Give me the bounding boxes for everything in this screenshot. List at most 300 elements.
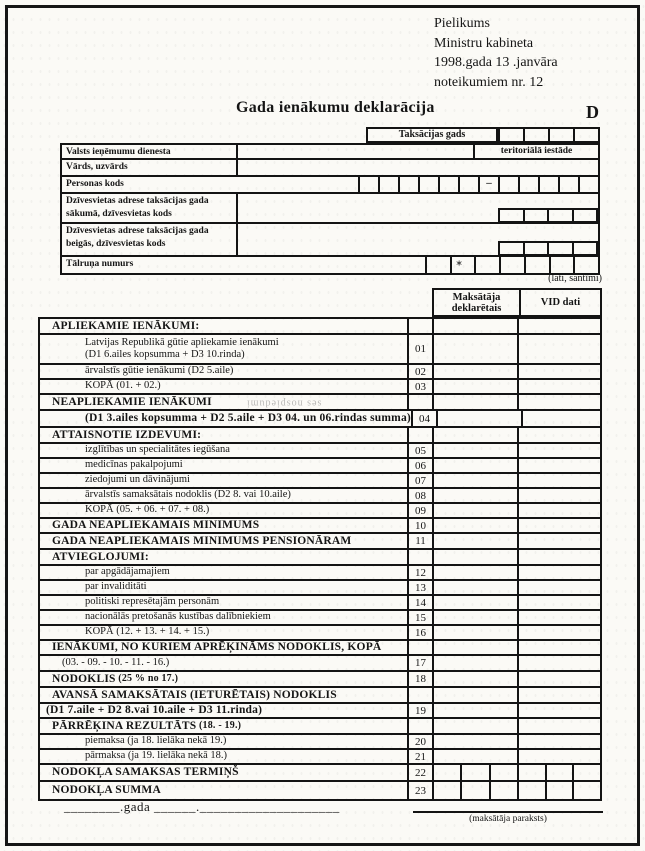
row-label-text: medicīnas pakalpojumi: [85, 459, 183, 471]
row-label: [40, 365, 409, 378]
declared-value-cell: [434, 750, 519, 763]
personal-code-box: [358, 177, 378, 192]
address-code-box: [574, 241, 599, 256]
row-label-line: [52, 551, 407, 564]
declared-value-cell: [438, 411, 523, 426]
declaration-row-02: [40, 365, 600, 380]
vid-label: Valsts ieņēmumu dienesta: [62, 145, 238, 158]
row-label: [40, 428, 409, 442]
vid-value-cell: [519, 626, 600, 639]
declaration-table-body: [38, 317, 602, 801]
row-label: [40, 504, 409, 517]
declared-value-cell: [434, 444, 519, 457]
row-label-note: (25 % no 17.): [115, 672, 179, 684]
row-number: 04: [413, 411, 438, 426]
personal-code-box: [538, 177, 558, 192]
vid-value-cell: [519, 765, 600, 780]
declared-sub-cell: [491, 765, 517, 780]
row-label-line: [85, 596, 407, 609]
declaration-row-11: [40, 534, 600, 550]
declared-value-cell: [434, 319, 519, 333]
row-label-line: [52, 766, 407, 779]
row-label-line: [85, 626, 407, 639]
row-number: 12: [409, 566, 434, 579]
address-code-box: [549, 208, 574, 223]
vid-value-cell: [519, 534, 600, 548]
vid-value-cell: [519, 735, 600, 748]
row-label-line2: (D1 6.ailes kopsumma + D3 10.rinda): [85, 349, 245, 360]
row-label-line: [52, 720, 407, 733]
personal-code-box: [498, 177, 518, 192]
phone-label: Tālruņa numurs: [66, 259, 134, 269]
annex-block: [434, 14, 558, 92]
row-label: [40, 626, 409, 639]
row-label-line: [62, 657, 407, 670]
vid-value-cell: [519, 519, 600, 532]
name-field: [238, 160, 598, 175]
row-number: 01: [409, 335, 434, 363]
row-label: [40, 411, 413, 426]
row-label-line: [85, 750, 407, 763]
annex-line: 1998.gada 13 .janvāra: [434, 55, 558, 70]
personal-code-box: [398, 177, 418, 192]
declaration-row-15: [40, 611, 600, 626]
declared-value-cell: [434, 380, 519, 393]
annex-line: noteikumiem nr. 12: [434, 74, 544, 90]
declared-value-cell: [434, 672, 519, 686]
row-label-text: NODOKĻA SUMMA: [52, 784, 161, 797]
row-number: [409, 719, 434, 733]
vid-value-cell: [519, 550, 600, 564]
vid-sub-cell: [574, 765, 600, 780]
row-label: [40, 782, 409, 799]
row-label: [40, 444, 409, 457]
label-line: sākumā, dzīvesvietas kods: [66, 209, 172, 219]
vid-value-cell: [519, 459, 600, 472]
phone-box: [499, 257, 524, 273]
vid-value-cell: [519, 444, 600, 457]
address-code-box: [549, 241, 574, 256]
row-number: 07: [409, 474, 434, 487]
row-label-line: [85, 504, 407, 517]
row-number: 09: [409, 504, 434, 517]
address-code-box: [574, 208, 599, 223]
personal-code-label: Personas kods: [66, 179, 124, 189]
declared-value-cell: [434, 611, 519, 624]
vid-value-cell: [519, 611, 600, 624]
row-number: [409, 395, 434, 409]
phone-box: [549, 257, 574, 273]
row-label: [40, 656, 409, 670]
vid-value-cell: [519, 581, 600, 594]
declaration-section-row: [40, 395, 600, 411]
tax-year-row: [60, 127, 600, 143]
declared-value-cell: [434, 581, 519, 594]
declaration-section-row: [40, 319, 600, 335]
row-label-note: (18. - 19.): [196, 719, 242, 731]
row-label-text: izglītības un specialitātes iegūšana: [85, 444, 230, 456]
row-label-text: NEAPLIEKAMIE IENĀKUMI: [52, 395, 212, 408]
personal-code-box: [378, 177, 398, 192]
vid-value-cell: [519, 428, 600, 442]
tax-year-box: [575, 127, 600, 143]
row-number: 13: [409, 581, 434, 594]
vid-sub-cell: [547, 782, 575, 799]
row-label-text: ārvalstīs samaksātais nodoklis (D2 8. vai 10.aile): [85, 489, 291, 501]
row-label: [40, 611, 409, 624]
address-code-box: [498, 241, 525, 256]
row-label-line: [85, 611, 407, 624]
row-label: [40, 581, 409, 594]
row-number: 10: [409, 519, 434, 532]
row-label-text: nacionālās pretošanās kustības dalībniekiem: [85, 611, 271, 623]
vid-value-cell: [519, 656, 600, 670]
vid-sub-cell: [574, 782, 600, 799]
declaration-row-01: [40, 335, 600, 365]
row-label-text: par apgādājamajiem: [85, 566, 170, 578]
declared-value-cell: [434, 719, 519, 733]
name-label: Vārds, uzvārds: [62, 160, 238, 175]
phone-row: [62, 257, 598, 273]
row-label: [40, 688, 409, 702]
declared-sub-cell: [491, 782, 517, 799]
declaration-row-12: [40, 566, 600, 581]
row-label-text: Latvijas Republikā gūtie apliekamie ienākumi: [85, 336, 279, 348]
declared-sub-cell: [462, 765, 490, 780]
row-label-line: [85, 365, 407, 378]
row-label-line: [85, 337, 407, 350]
vid-value-cell: [519, 380, 600, 393]
row-number: 22: [409, 765, 434, 780]
declared-value-cell: [434, 395, 519, 409]
row-label-text: KOPĀ (12. + 13. + 14. + 15.): [85, 626, 210, 638]
declaration-row-17: [40, 656, 600, 672]
declared-sub-cell: [434, 782, 462, 799]
row-label-text: ATTAISNOTIE IZDEVUMI:: [52, 428, 202, 441]
phone-box: [474, 257, 499, 273]
row-label: [40, 335, 409, 363]
row-label-text: politiski represētajām personām: [85, 596, 220, 608]
row-label-line: [46, 704, 407, 717]
declaration-row-03: [40, 380, 600, 395]
row-label-text: AVANSĀ SAMAKSĀTAIS (IETURĒTAIS) NODOKLIS: [52, 688, 337, 701]
vid-value-cell: [519, 704, 600, 717]
row-label: [40, 534, 409, 548]
row-number: [409, 550, 434, 564]
row-number: [409, 319, 434, 333]
row-label-text: par invaliditāti: [85, 581, 147, 593]
declared-value-cell: [434, 474, 519, 487]
declared-sub-cell: [462, 782, 490, 799]
declared-value-cell: [434, 735, 519, 748]
label-line: beigās, dzīvesvietas kods: [66, 239, 166, 249]
declared-value-cell: [434, 641, 519, 654]
row-label: [40, 550, 409, 564]
vid-sub-cell: [547, 765, 575, 780]
address-code-box: [525, 208, 550, 223]
row-label-text: GADA NEAPLIEKAMAIS MINIMUMS: [52, 519, 260, 532]
declared-value-cell: [434, 519, 519, 532]
row-label-line: [52, 396, 407, 409]
declaration-row-07: [40, 474, 600, 489]
declaration-row-10: [40, 519, 600, 534]
info-grid: [60, 143, 600, 275]
row-number: 15: [409, 611, 434, 624]
row-number: 20: [409, 735, 434, 748]
row-label-line: [52, 519, 407, 532]
value-columns-header: [432, 288, 602, 317]
row-number: 17: [409, 656, 434, 670]
vid-value-cell: [519, 672, 600, 686]
personal-code-separator: –: [478, 177, 498, 192]
declaration-row-13: [40, 581, 600, 596]
vid-sub-cell: [519, 765, 547, 780]
declaration-row-06: [40, 459, 600, 474]
declaration-section-row: [40, 719, 600, 735]
personal-code-box: [438, 177, 458, 192]
vid-value-cell: [519, 688, 600, 702]
row-label-text: NODOKĻA SAMAKSAS TERMIŅŠ: [52, 766, 239, 779]
name-row: [62, 160, 598, 177]
row-label-line: [52, 784, 407, 797]
declaration-section-row: [40, 641, 600, 656]
row-label-line: [85, 474, 407, 487]
vid-value-cell: [519, 566, 600, 579]
row-label: [40, 489, 409, 502]
address-start-field: [238, 194, 598, 222]
ink-bleed-artifact: ses nospiedumi: [245, 397, 322, 409]
signature-caption: (maksātāja paraksts): [469, 814, 547, 824]
phone-box: [573, 257, 598, 273]
vid-office-field: [238, 145, 473, 158]
form-title: Gada ienākumu deklarācija: [236, 99, 435, 116]
row-label-text: pārmaksa (ja 19. lielāka nekā 18.): [85, 750, 227, 762]
row-label: [40, 750, 409, 763]
vid-value-cell: [519, 641, 600, 654]
annex-line: Pielikums: [434, 16, 491, 31]
declaration-row-08: [40, 489, 600, 504]
vid-value-cell: [523, 411, 600, 426]
row-label-line: [85, 489, 407, 502]
row-label-line: [85, 581, 407, 594]
row-label-text: GADA NEAPLIEKAMAIS MINIMUMS PENSIONĀRAM: [52, 534, 352, 547]
declared-value-cell: [434, 365, 519, 378]
declared-value-cell: [434, 504, 519, 517]
row-number: 08: [409, 489, 434, 502]
declared-value-cell: [434, 656, 519, 670]
row-label: [40, 596, 409, 609]
address-start-row: [62, 194, 598, 224]
declaration-row-22: [40, 765, 600, 782]
label-line: Dzīvesvietas adrese taksācijas gada: [66, 226, 209, 236]
scan-artifact-mark: ✶: [455, 259, 463, 268]
tax-year-box: [550, 127, 575, 143]
address-start-code-boxes: [498, 208, 598, 223]
personal-code-row: [62, 177, 598, 194]
phone-box: [524, 257, 549, 273]
row-label: [40, 459, 409, 472]
date-line: ________.gada ______.____________________: [64, 799, 340, 814]
label-line: Dzīvesvietas adrese taksācijas gada: [66, 196, 209, 206]
row-number: 21: [409, 750, 434, 763]
row-label: [40, 672, 409, 686]
signature-block: [413, 811, 603, 824]
row-label: [40, 641, 409, 654]
taxpayer-info-table: [60, 127, 600, 275]
row-label-text: KOPĀ (01. + 02.): [85, 380, 161, 392]
declaration-row-09: [40, 504, 600, 519]
declaration-section-row: [40, 550, 600, 566]
vid-value-cell: [519, 596, 600, 609]
declaration-row-16: [40, 626, 600, 641]
vid-value-cell: [519, 335, 600, 363]
declared-value-cell: [434, 534, 519, 548]
personal-code-box: [458, 177, 478, 192]
declared-value-cell: [434, 335, 519, 363]
row-label-line: [85, 735, 407, 748]
row-number: 23: [409, 782, 434, 799]
tax-year-box: [498, 127, 525, 143]
address-end-field: [238, 224, 598, 255]
form-letter-d: D: [586, 102, 599, 122]
personal-code-box: [558, 177, 578, 192]
address-end-code-boxes: [498, 241, 598, 256]
row-number: 03: [409, 380, 434, 393]
address-end-label: [62, 224, 238, 255]
declaration-row-14: [40, 596, 600, 611]
declared-column-header: Maksātāja deklarētais: [451, 291, 502, 314]
row-label-line: [52, 320, 407, 333]
phone-boxes: [425, 257, 598, 273]
declared-value-cell: [434, 489, 519, 502]
row-label: [40, 566, 409, 579]
personal-code-box: [578, 177, 598, 192]
declaration-row-20: [40, 735, 600, 750]
row-number: [409, 641, 434, 654]
declared-value-cell: [434, 688, 519, 702]
row-label: [40, 704, 409, 717]
row-label-text: piemaksa (ja 18. lielāka nekā 19.): [85, 735, 227, 747]
row-label: [40, 319, 409, 333]
row-label-text: PĀRRĒĶINA REZULTĀTS: [52, 719, 197, 732]
row-label: [40, 474, 409, 487]
row-label-line: [52, 689, 407, 702]
address-start-label: [62, 194, 238, 222]
vid-value-cell: [519, 750, 600, 763]
row-label: [40, 380, 409, 393]
declared-value-cell: [434, 459, 519, 472]
row-label-line: [52, 641, 407, 654]
tax-year-label: Taksācijas gads: [366, 127, 498, 143]
row-number: 02: [409, 365, 434, 378]
declaration-row-21: [40, 750, 600, 765]
vid-value-cell: [519, 474, 600, 487]
row-label-text: ziedojumi un dāvinājumi: [85, 474, 190, 486]
declared-value-cell: [434, 782, 519, 799]
row-label: [40, 395, 409, 409]
personal-code-box: [418, 177, 438, 192]
declaration-row-18: [40, 672, 600, 688]
personal-code-box: [518, 177, 538, 192]
row-label: [40, 719, 409, 733]
row-label-line: [85, 459, 407, 472]
row-label: [40, 735, 409, 748]
row-number: 16: [409, 626, 434, 639]
row-label: [40, 765, 409, 780]
vid-sub-cell: [519, 782, 547, 799]
address-code-box: [525, 241, 550, 256]
phone-box: [450, 257, 475, 273]
row-label-line: [52, 673, 407, 686]
row-number: 11: [409, 534, 434, 548]
vid-value-cell: [519, 719, 600, 733]
vid-value-cell: [519, 319, 600, 333]
declared-value-cell: [434, 765, 519, 780]
row-label-text: APLIEKAMIE IENĀKUMI:: [52, 319, 200, 332]
declared-value-cell: [434, 428, 519, 442]
row-number: 05: [409, 444, 434, 457]
declared-sub-cell: [434, 765, 462, 780]
row-label-line: [85, 380, 407, 393]
tax-year-boxes: [498, 127, 600, 143]
row-label: [40, 519, 409, 532]
tax-year-box: [525, 127, 550, 143]
row-number: 18: [409, 672, 434, 686]
row-number: [409, 428, 434, 442]
declared-value-cell: [434, 704, 519, 717]
declaration-row-04: [40, 411, 600, 428]
territorial-office-label: teritoriālā iestāde: [473, 145, 598, 158]
row-label-text: KOPĀ (05. + 06. + 07. + 08.): [85, 504, 210, 516]
declared-value-cell: [434, 626, 519, 639]
personal-code-boxes: [358, 177, 598, 192]
row-number: 19: [409, 704, 434, 717]
declaration-row-05: [40, 444, 600, 459]
vid-value-cell: [519, 365, 600, 378]
row-label-text: ārvalstīs gūtie ienākumi (D2 5.aile): [85, 365, 234, 377]
row-label-line: [52, 535, 407, 548]
row-number: 06: [409, 459, 434, 472]
row-number: [409, 688, 434, 702]
row-label-line: [85, 412, 411, 425]
row-label-text: IENĀKUMI, NO KURIEM APRĒĶINĀMS NODOKLIS, KOPĀ: [52, 641, 382, 654]
row-label-text: NODOKLIS: [52, 672, 116, 685]
units-note: (lati, santīmi): [548, 273, 602, 284]
row-label-line: [52, 429, 407, 442]
declaration-row-23: [40, 782, 600, 799]
phone-box: [425, 257, 450, 273]
row-label-line: [85, 566, 407, 579]
row-label-text: ATVIEGLOJUMI:: [52, 550, 149, 563]
row-label-text: (D1 3.ailes kopsumma + D2 5.aile + D3 04. un 06.rindas summa): [85, 412, 411, 425]
declared-value-cell: [434, 566, 519, 579]
vid-value-cell: [519, 395, 600, 409]
row-label-line: [85, 444, 407, 457]
annex-line: Ministru kabineta: [434, 35, 534, 51]
declared-value-cell: [434, 596, 519, 609]
declaration-section-row: [40, 428, 600, 444]
address-code-box: [498, 208, 525, 223]
address-end-row: [62, 224, 598, 257]
row-label-text: (03. - 09. - 10. - 11. - 16.): [62, 656, 170, 668]
vid-column-header: VID dati: [519, 290, 600, 315]
row-number: 14: [409, 596, 434, 609]
vid-value-cell: [519, 504, 600, 517]
vid-row: [62, 145, 598, 160]
declaration-section-row: [40, 688, 600, 704]
row-label-text: (D1 7.aile + D2 8.vai 10.aile + D3 11.rinda): [46, 704, 263, 717]
vid-value-cell: [519, 489, 600, 502]
